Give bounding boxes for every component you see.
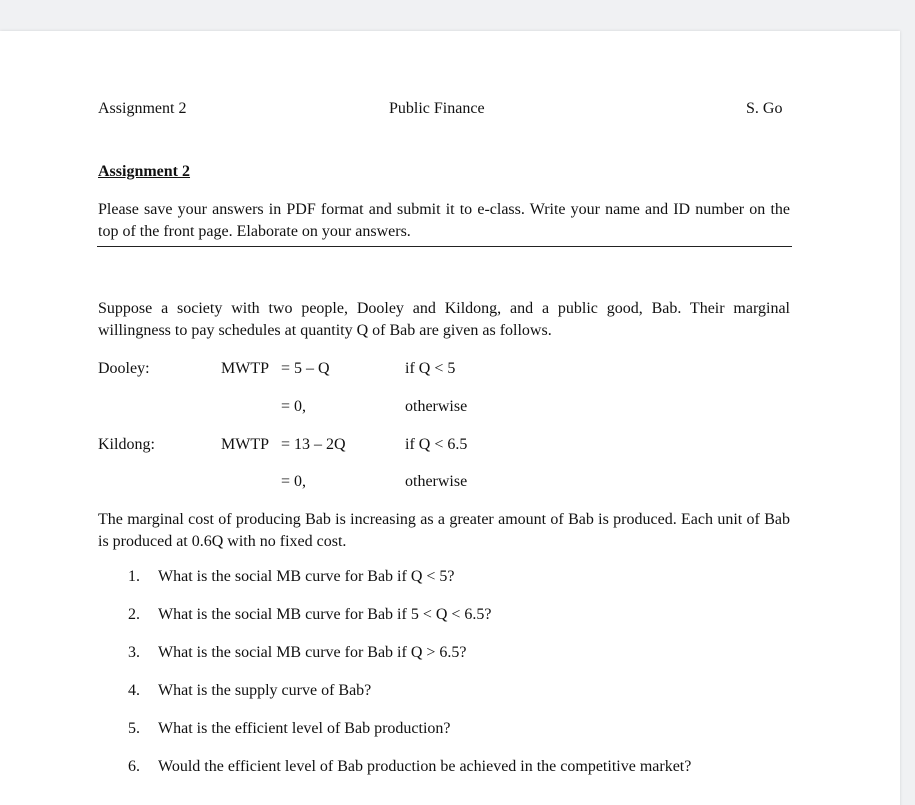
document-page [0, 31, 900, 805]
question-number: 1. [128, 568, 140, 585]
question-text: Would the efficient level of Bab production be achieved in the competitive market? [158, 758, 692, 775]
kildong-mwtp-equation: = 13 – 2Q [281, 436, 346, 453]
kildong-mwtp-condition: if Q < 6.5 [405, 436, 468, 453]
dooley-mwtp-label: MWTP [221, 360, 269, 377]
question-text: What is the social MB curve for Bab if Q < 5? [158, 568, 455, 585]
question-number: 5. [128, 720, 140, 737]
question-number: 2. [128, 606, 140, 623]
question-number: 4. [128, 682, 140, 699]
marginal-cost-paragraph: The marginal cost of producing Bab is increasing as a greater amount of Bab is produced. Each unit of Bab is produced at 0.6Q with no fixed cost. [98, 511, 790, 550]
instructions-divider [97, 246, 792, 247]
header-right: S. Go [746, 100, 783, 117]
question-text: What is the social MB curve for Bab if Q > 6.5? [158, 644, 467, 661]
dooley-zero-condition: otherwise [405, 398, 468, 415]
header-left: Assignment 2 [98, 100, 187, 117]
kildong-zero-equation: = 0, [281, 473, 307, 490]
question-number: 3. [128, 644, 140, 661]
kildong-zero-condition: otherwise [405, 473, 468, 490]
header-center: Public Finance [389, 100, 485, 117]
question-text: What is the supply curve of Bab? [158, 682, 372, 699]
question-text: What is the efficient level of Bab production? [158, 720, 451, 737]
dooley-mwtp-condition: if Q < 5 [405, 360, 456, 377]
assignment-title: Assignment 2 [98, 163, 191, 180]
dooley-mwtp-equation: = 5 – Q [281, 360, 330, 377]
instructions-paragraph: Please save your answers in PDF format and submit it to e-class. Write your name and ID number on the top of the front page. Elaborate on your answers. [98, 201, 790, 240]
intro-paragraph: Suppose a society with two people, Dooley and Kildong, and a public good, Bab. Their marginal willingness to pay schedules at quantity Q of Bab are given as follows. [98, 300, 790, 339]
dooley-zero-equation: = 0, [281, 398, 307, 415]
kildong-name: Kildong: [98, 436, 155, 453]
question-number: 6. [128, 758, 140, 775]
question-text: What is the social MB curve for Bab if 5 < Q < 6.5? [158, 606, 492, 623]
kildong-mwtp-label: MWTP [221, 436, 269, 453]
dooley-name: Dooley: [98, 360, 150, 377]
